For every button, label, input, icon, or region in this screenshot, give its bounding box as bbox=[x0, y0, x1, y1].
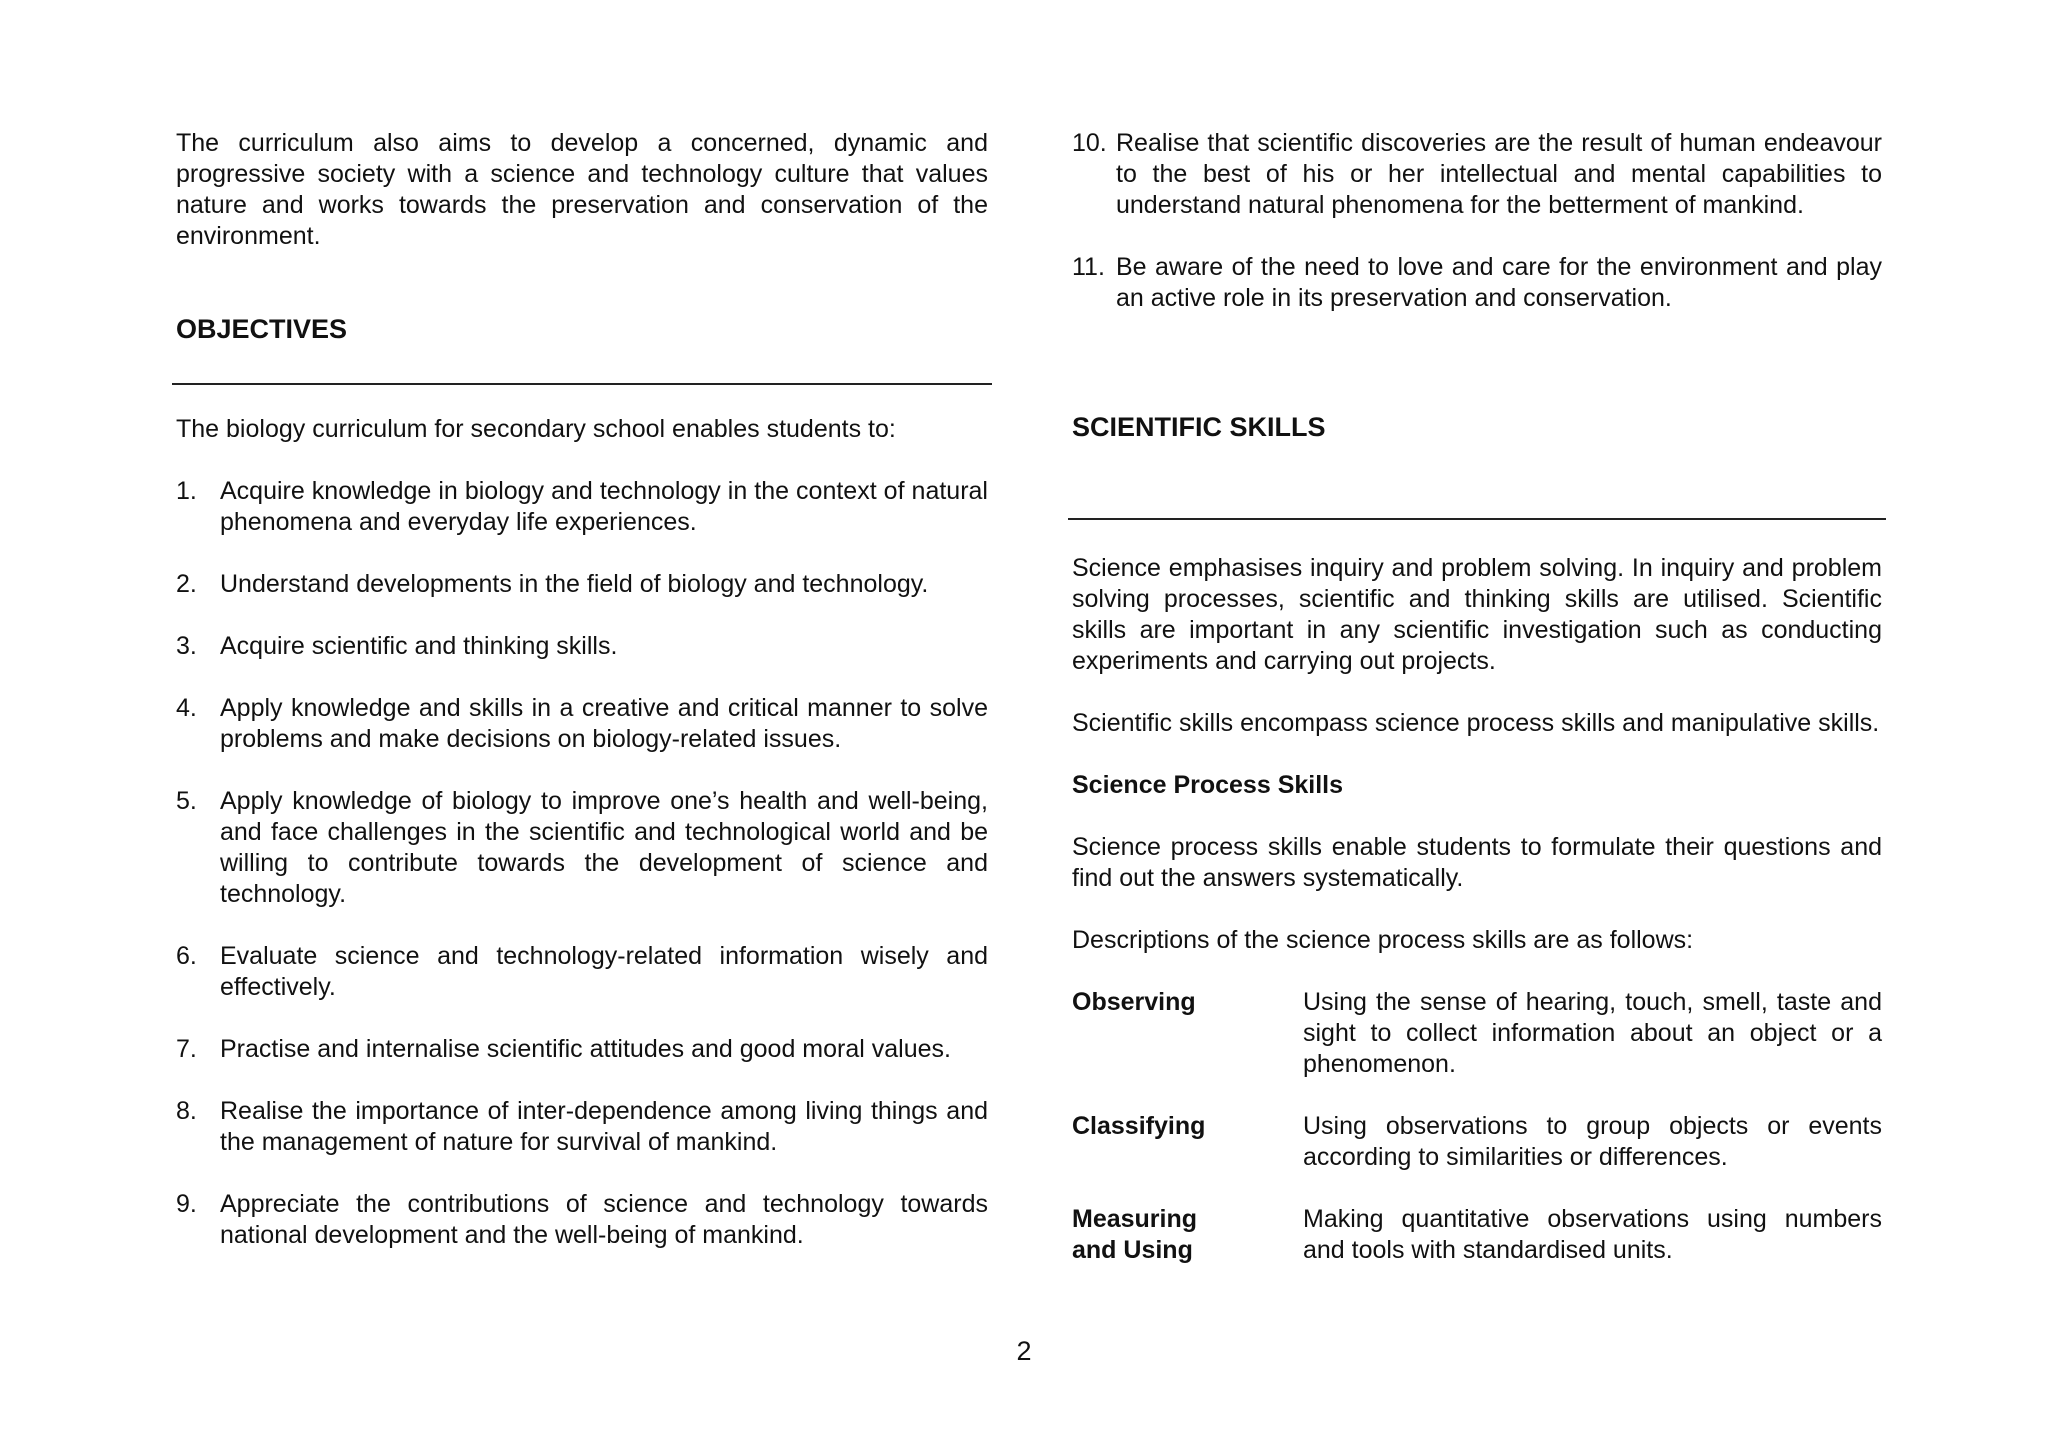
skill-term: Classifying bbox=[1072, 1112, 1206, 1140]
process-skills-paragraph-1: Science process skills enable students to formulate their questions and find out the answers systematically. bbox=[1072, 833, 1882, 892]
left-column bbox=[176, 128, 988, 346]
scientific-skills-divider bbox=[1068, 518, 1886, 520]
objective-item: 7. Practise and internalise scientific attitudes and good moral values. bbox=[176, 1035, 951, 1063]
objective-item: 10. Realise that scientific discoveries are the result of human endeavour to the best of his or her intellectual and mental capabilities to understand natural phenomena for the betterment of mankind. bbox=[1072, 129, 1882, 219]
objectives-heading: OBJECTIVES bbox=[176, 314, 348, 344]
skill-description: Using observations to group objects or events according to similarities or differences. bbox=[1303, 1112, 1882, 1171]
process-skills-heading: Science Process Skills bbox=[1072, 771, 1344, 799]
objective-item: 2. Understand developments in the field of biology and technology. bbox=[176, 570, 929, 598]
skill-row-observing bbox=[1072, 987, 1882, 1080]
objective-item: 11. Be aware of the need to love and care for the environment and play an active role in its preservation and conservation. bbox=[1072, 253, 1882, 312]
skill-term: Measuring and Using bbox=[1072, 1205, 1198, 1264]
objectives-list bbox=[176, 476, 988, 1251]
objective-item: 8. Realise the importance of inter-dependence among living things and the management of nature for survival of mankind. bbox=[176, 1097, 988, 1156]
left-column-body bbox=[176, 414, 988, 1251]
objective-item: 4. Apply knowledge and skills in a creative and critical manner to solve problems and make decisions on biology-related issues. bbox=[176, 694, 988, 753]
objective-item: 6. Evaluate science and technology-related information wisely and effectively. bbox=[176, 942, 988, 1001]
curriculum-intro-paragraph: The curriculum also aims to develop a concerned, dynamic and progressive society with a science and technology culture that values nature and works towards the preservation and conservation of the environment. bbox=[176, 129, 988, 250]
skills-paragraph-2: Scientific skills encompass science process skills and manipulative skills. bbox=[1072, 709, 1880, 737]
skill-row-measuring bbox=[1072, 1204, 1882, 1266]
objective-item: 5. Apply knowledge of biology to improve one’s health and well-being, and face challenges in the scientific and technological world and be willing to contribute towards the development of science and technology. bbox=[176, 787, 988, 908]
objectives-divider bbox=[172, 383, 992, 385]
objectives-intro: The biology curriculum for secondary school enables students to: bbox=[176, 415, 896, 443]
objectives-list-continued bbox=[1072, 128, 1882, 314]
right-column-body bbox=[1072, 553, 1882, 1266]
objective-item: 3. Acquire scientific and thinking skills. bbox=[176, 632, 618, 660]
skill-description: Using the sense of hearing, touch, smell, taste and sight to collect information about an object or a phenomenon. bbox=[1303, 988, 1882, 1078]
skill-row-classifying bbox=[1072, 1111, 1882, 1173]
objective-item: 9. Appreciate the contributions of science and technology towards national development and the well-being of mankind. bbox=[176, 1190, 988, 1249]
right-column bbox=[1072, 128, 1882, 444]
scientific-skills-heading: SCIENTIFIC SKILLS bbox=[1072, 412, 1326, 442]
process-skills-paragraph-2: Descriptions of the science process skills are as follows: bbox=[1072, 926, 1694, 954]
skill-description: Making quantitative observations using numbers and tools with standardised units. bbox=[1303, 1205, 1882, 1264]
skills-paragraph-1: Science emphasises inquiry and problem solving. In inquiry and problem solving processes, scientific and thinking skills are utilised. Scientific skills are important in any scientific investigation such as conducting experiments and carrying out projects. bbox=[1072, 554, 1882, 675]
skill-term: Observing bbox=[1072, 988, 1196, 1016]
page-number: 2 bbox=[1016, 1336, 1032, 1366]
objective-item: 1. Acquire knowledge in biology and technology in the context of natural phenomena and everyday life experiences. bbox=[176, 477, 988, 536]
